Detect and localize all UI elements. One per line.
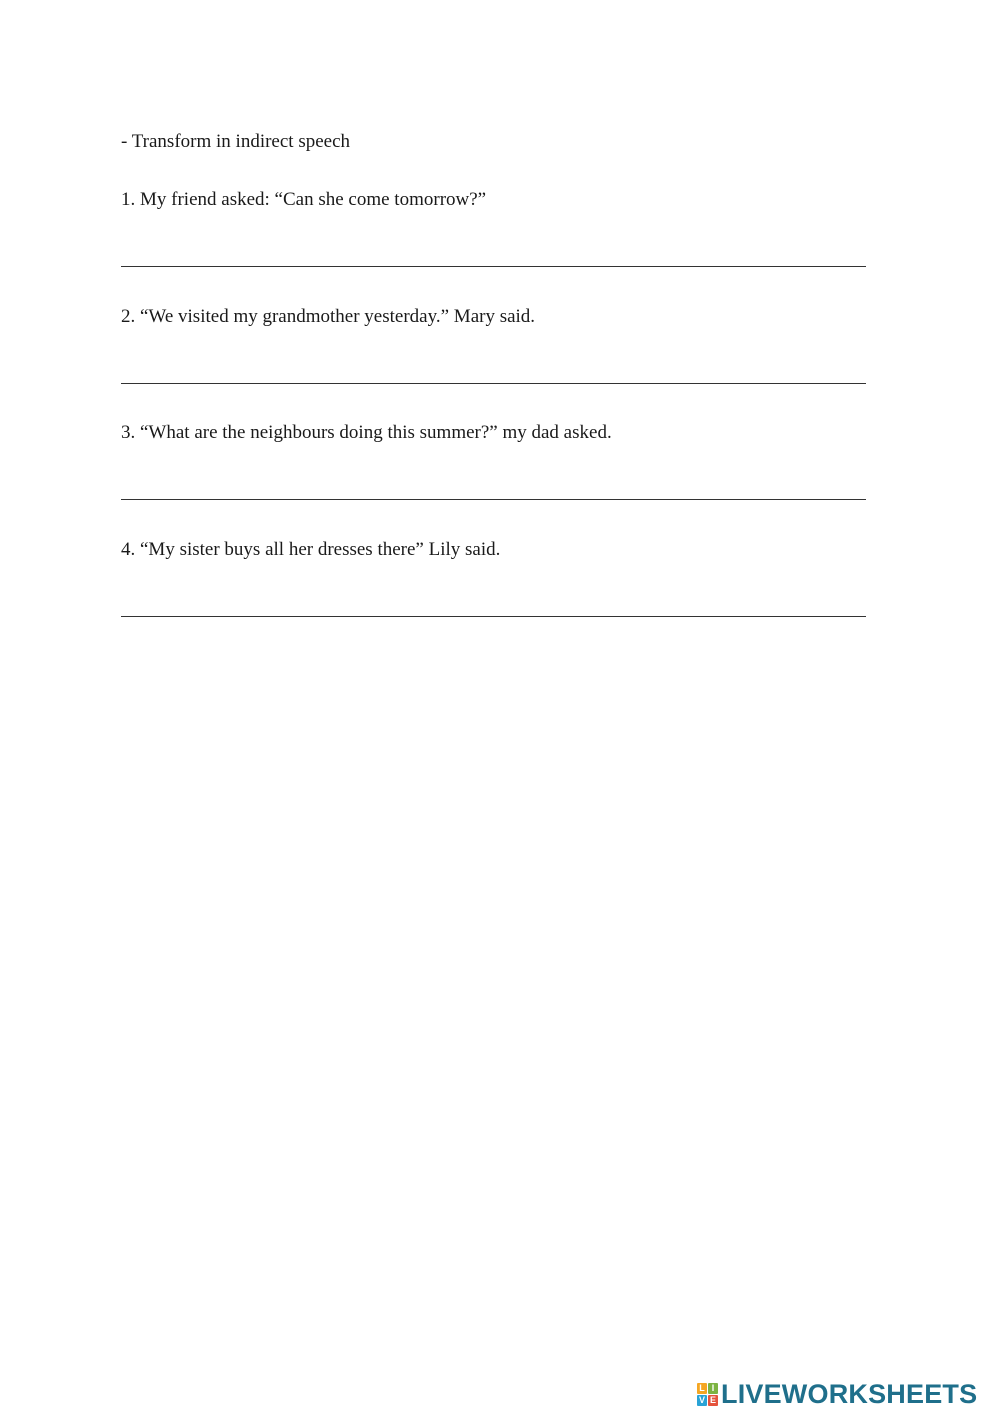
logo-mark-letter: V bbox=[698, 1394, 705, 1405]
answer-input-4[interactable] bbox=[121, 587, 866, 617]
logo-mark-letter: L bbox=[697, 1383, 707, 1394]
instruction-text: - Transform in indirect speech bbox=[121, 131, 351, 152]
question-4: 4. “My sister buys all her dresses there” Lily said. bbox=[121, 539, 501, 560]
logo-mark-icon bbox=[697, 1383, 718, 1406]
question-3: 3. “What are the neighbours doing this summer?” my dad asked. bbox=[121, 422, 612, 443]
question-2: 2. “We visited my grandmother yesterday.” Mary said. bbox=[121, 306, 536, 327]
logo-text: LIVEWORKSHEETS bbox=[721, 1379, 978, 1409]
answer-input-1[interactable] bbox=[121, 237, 866, 267]
answer-input-3[interactable] bbox=[121, 470, 866, 500]
logo-mark-letter: I bbox=[708, 1383, 718, 1394]
answer-input-2[interactable] bbox=[121, 354, 866, 384]
liveworksheets-logo bbox=[697, 1380, 977, 1408]
question-1: 1. My friend asked: “Can she come tomorrow?” bbox=[121, 189, 487, 210]
logo-mark-letter: E bbox=[709, 1394, 716, 1405]
